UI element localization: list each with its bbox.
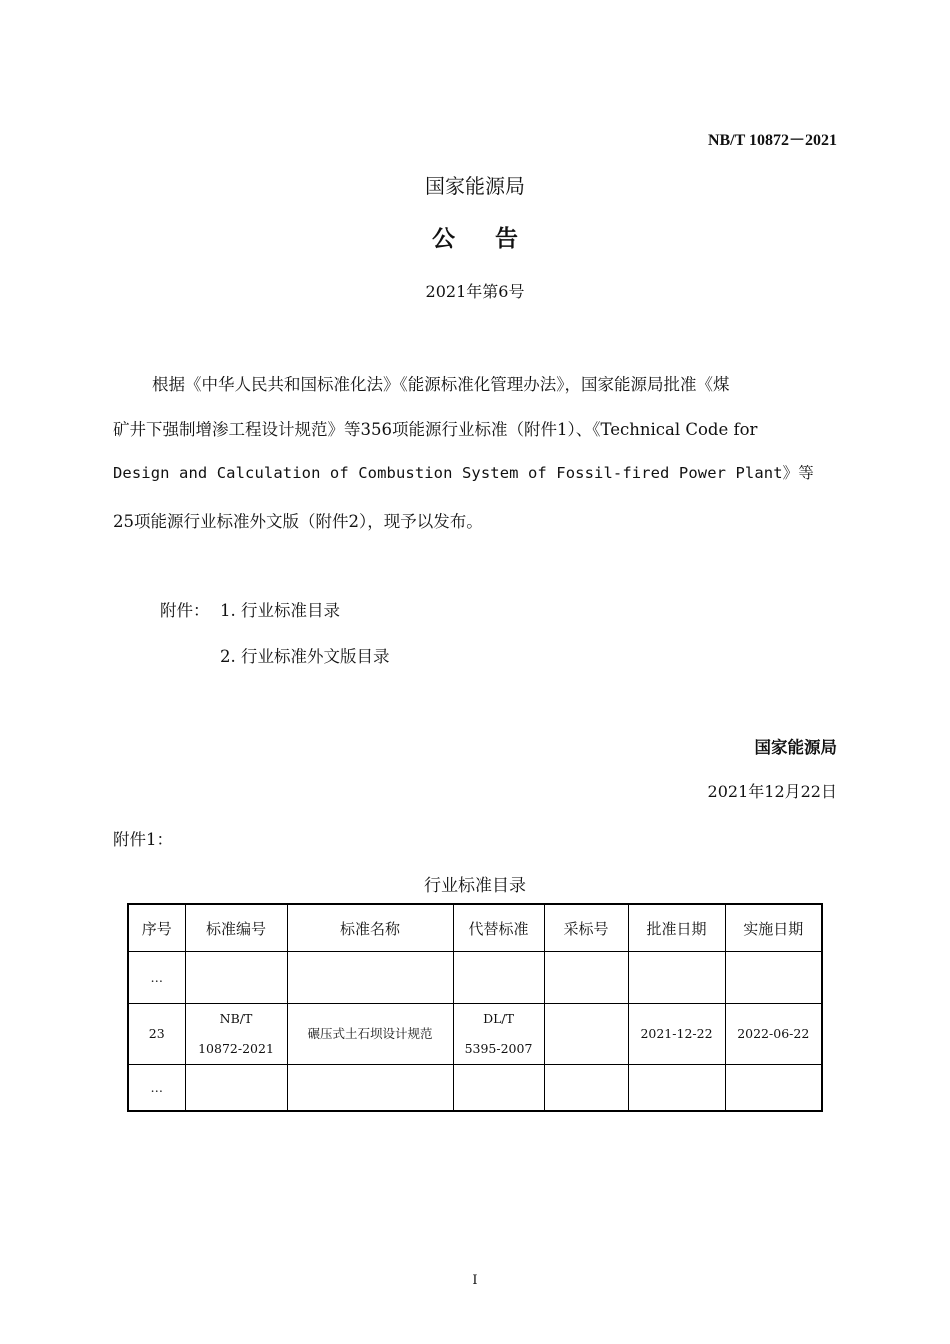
cell-replaces-line-1: DL/T [483, 1011, 514, 1026]
cell-std-no [185, 952, 287, 1004]
issuer-heading: 国家能源局 [425, 174, 525, 198]
attachment-item-1: 1. 行业标准目录 [220, 601, 340, 620]
cell-seq: … [128, 1065, 185, 1112]
cell-name [287, 1065, 453, 1112]
cell-effective: 2022-06-22 [725, 1004, 822, 1065]
body-line-2: 矿井下强制增渗工程设计规范》等356项能源行业标准（附件1）、《Technical Code for [113, 420, 758, 439]
notice-title: 公告 [432, 226, 558, 252]
cell-name [287, 952, 453, 1004]
cell-name: 碾压式土石坝设计规范 [287, 1004, 453, 1065]
signature-date: 2021年12月22日 [707, 782, 837, 801]
table-row [128, 1065, 822, 1112]
standard-number: NB/T 10872－2021 [707, 132, 837, 149]
cell-std-no-line-2: 10872-2021 [198, 1041, 274, 1056]
cell-effective [725, 1065, 822, 1112]
cell-effective [725, 952, 822, 1004]
cell-std-no [185, 1065, 287, 1112]
cell-seq: … [128, 952, 185, 1004]
page-number: I [472, 1273, 478, 1288]
cell-replaces [453, 952, 544, 1004]
col-header-seq: 序号 [128, 904, 185, 952]
cell-approved [628, 952, 725, 1004]
cell-approved [628, 1065, 725, 1112]
cell-std-no-line-1: NB/T [219, 1011, 253, 1026]
table-row [128, 952, 822, 1004]
table-row [128, 1004, 822, 1065]
attachments-label: 附件： [160, 601, 210, 620]
col-header-effective: 实施日期 [725, 904, 822, 952]
cell-adopted [544, 952, 628, 1004]
cell-replaces [453, 1065, 544, 1112]
body-line-1: 根据《中华人民共和国标准化法》《能源标准化管理办法》，国家能源局批准《煤 [152, 375, 730, 394]
body-line-4: 25项能源行业标准外文版（附件2），现予以发布。 [113, 512, 483, 531]
cell-seq: 23 [128, 1004, 185, 1065]
signature-org: 国家能源局 [754, 738, 837, 757]
cell-adopted [544, 1065, 628, 1112]
table-title: 行业标准目录 [424, 876, 526, 896]
cell-replaces-line-2: 5395-2007 [464, 1041, 533, 1056]
cell-std-no [185, 1004, 287, 1065]
issue-number: 2021年第6号 [425, 282, 525, 301]
table-header-row [128, 904, 822, 952]
col-header-replaces: 代替标准 [453, 904, 544, 952]
cell-adopted [544, 1004, 628, 1065]
cell-replaces [453, 1004, 544, 1065]
cell-approved: 2021-12-22 [628, 1004, 725, 1065]
col-header-approved: 批准日期 [628, 904, 725, 952]
annex-label: 附件1： [113, 830, 173, 849]
standards-table [127, 903, 823, 1112]
col-header-adopted: 采标号 [544, 904, 628, 952]
col-header-std-no: 标准编号 [185, 904, 287, 952]
body-line-3: Design and Calculation of Combustion System of Fossil-fired Power Plant》等 [113, 464, 814, 482]
col-header-name: 标准名称 [287, 904, 453, 952]
attachment-item-2: 2. 行业标准外文版目录 [220, 647, 390, 666]
